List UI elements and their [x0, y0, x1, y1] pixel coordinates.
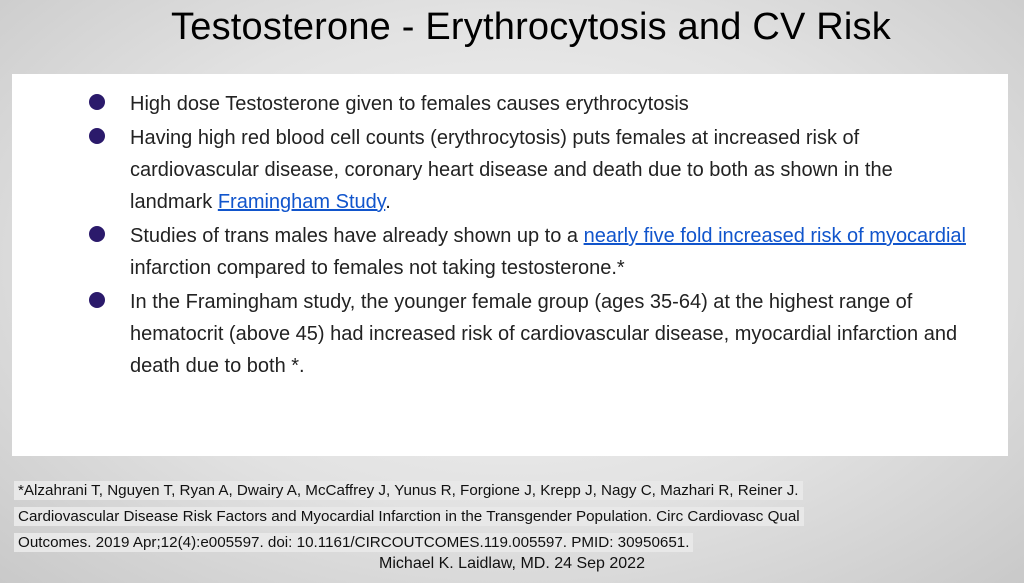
- slide-title: Testosterone - Erythrocytosis and CV Risk: [171, 6, 891, 48]
- bullet-list: [94, 88, 974, 384]
- bullet-dot-icon: [89, 226, 105, 242]
- author-footer: Michael K. Laidlaw, MD. 24 Sep 2022: [379, 555, 645, 572]
- framingham-study-link[interactable]: Framingham Study: [217, 191, 386, 213]
- citation-line-3: Outcomes. 2019 Apr;12(4):e005597. doi: 10.1161/CIRCOUTCOMES.119.005597. PMID: 30950651.: [14, 533, 693, 552]
- bullet-item: [94, 220, 974, 284]
- bullet-dot-icon: [89, 128, 105, 144]
- bullet-dot-icon: [89, 292, 105, 308]
- bullet-text: In the Framingham study, the younger female group (ages 35-64) at the highest range of hematocrit (above 45) had increased risk of cardiovascular disease, myocardial infarction and death due to both *.: [130, 291, 958, 377]
- citation: [14, 478, 1004, 556]
- bullet-text: Having high red blood cell counts (erythrocytosis) puts females at increased risk of cardiovascular disease, coronary heart disease and death due to both as shown in the landmark: [130, 127, 893, 213]
- bullet-text-end: .: [385, 191, 391, 213]
- bullet-text: High dose Testosterone given to females causes erythrocytosis: [130, 93, 689, 115]
- bullet-item: [94, 122, 974, 218]
- citation-line-2: Cardiovascular Disease Risk Factors and Myocardial Infarction in the Transgender Population. Circ Cardiovasc Qual: [14, 507, 804, 526]
- content-box: [12, 74, 1008, 456]
- five-fold-risk-link[interactable]: nearly five fold increased risk of myocardial: [583, 225, 966, 247]
- citation-line-1: *Alzahrani T, Nguyen T, Ryan A, Dwairy A, McCaffrey J, Yunus R, Forgione J, Krepp J, Nagy C, Mazhari R, Reiner J.: [14, 481, 803, 500]
- bullet-item: [94, 286, 974, 382]
- bullet-text-end: infarction compared to females not taking testosterone.*: [130, 257, 625, 279]
- bullet-dot-icon: [89, 94, 105, 110]
- bullet-text: Studies of trans males have already shown up to a: [130, 225, 584, 247]
- bullet-item: [94, 88, 974, 120]
